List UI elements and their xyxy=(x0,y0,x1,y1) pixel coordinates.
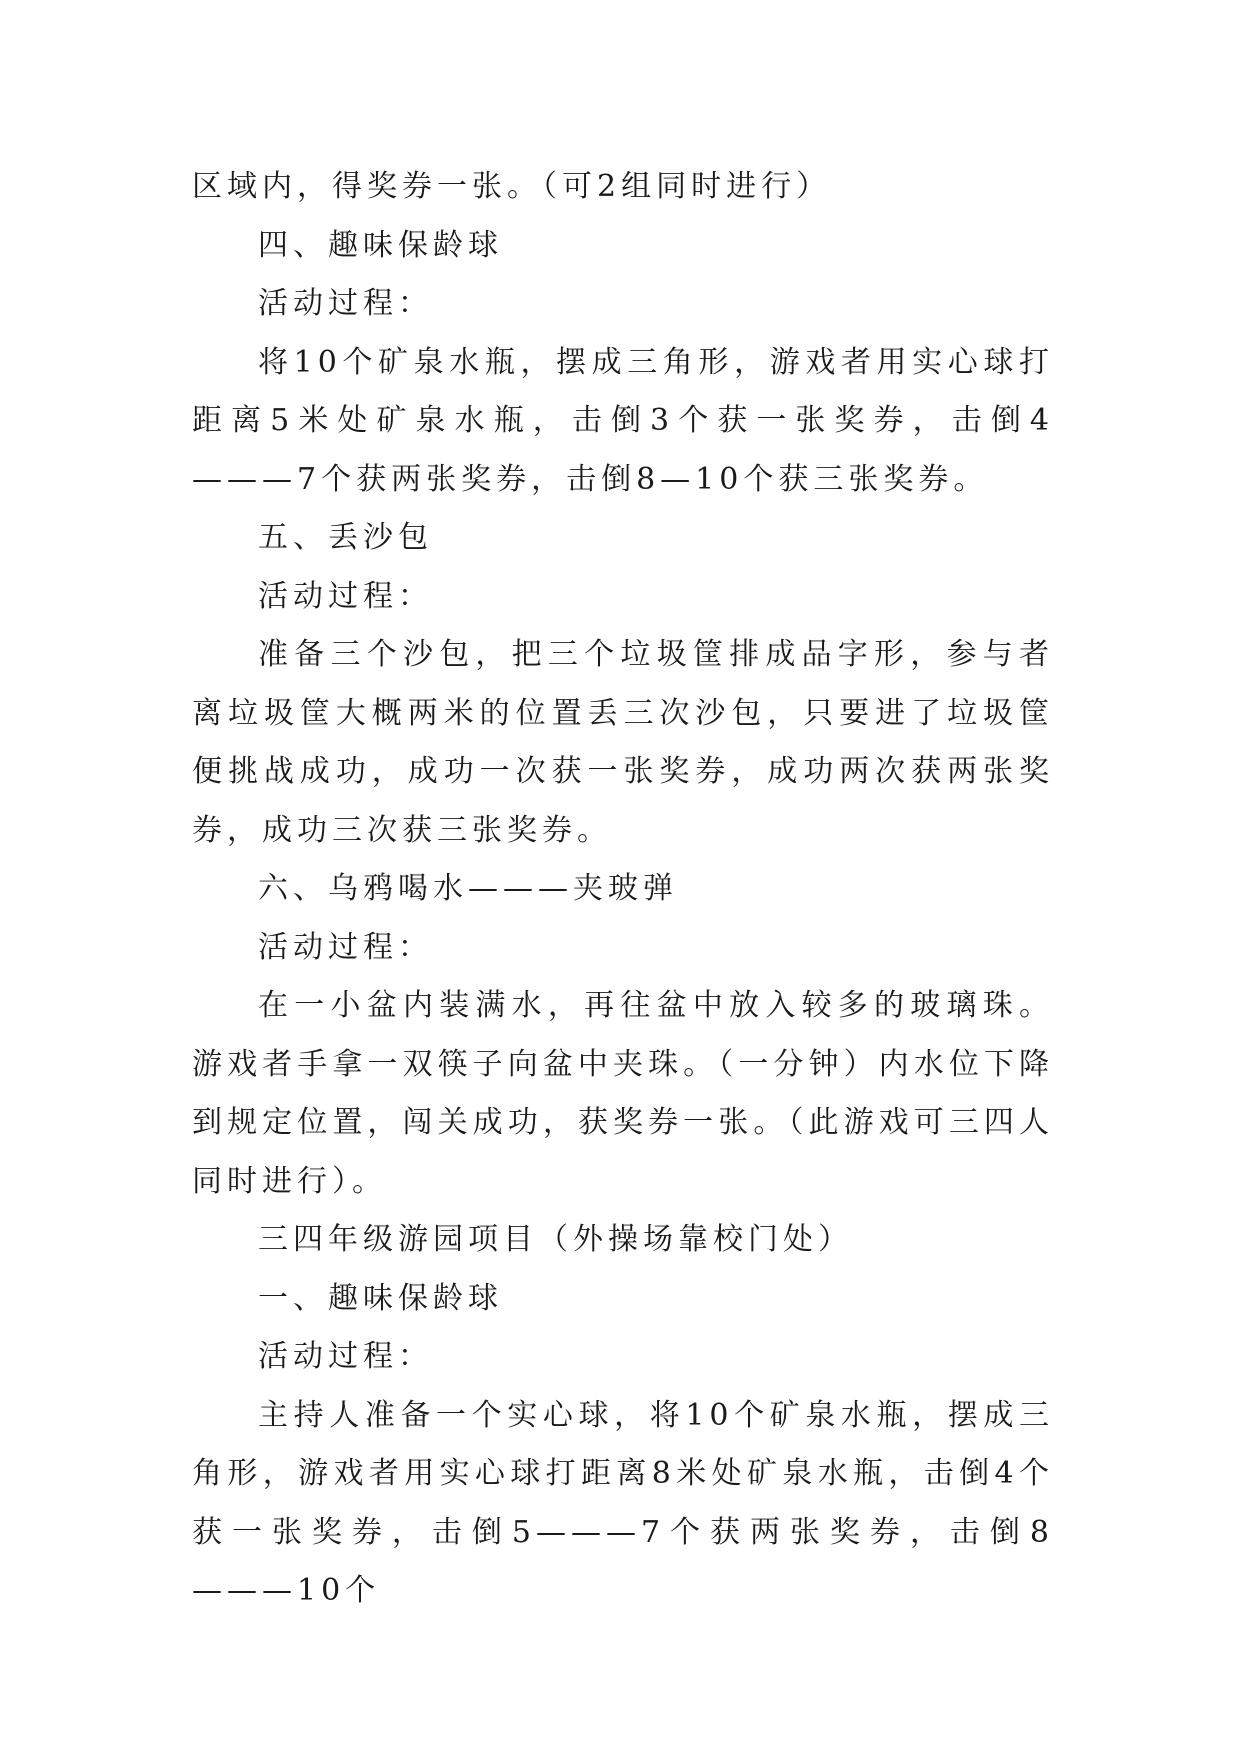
activity-process-label: 活动过程： xyxy=(258,1339,433,1374)
activity-process-label: 活动过程： xyxy=(258,929,433,965)
section-heading-grade-3-4: 三四年级游园项目（外操场靠校门处） xyxy=(258,1222,853,1257)
paragraph-sandbag-rules: 准备三个沙包，把三个垃圾筐排成品字形，参与者离垃圾筐大概两米的位置丢三次沙包，只要进了垃圾筐便挑战成功，成功一次获一张奖券，成功两次获两张奖券，成功三次获三张奖券。 xyxy=(192,637,1054,848)
activity-process-label: 活动过程： xyxy=(258,286,433,321)
paragraph-crow-water-rules: 在一小盆内装满水，再往盆中放入较多的玻璃珠。游戏者手拿一双筷子向盆中夹珠。（一分钟）内水位下降到规定位置，闯关成功，获奖券一张。（此游戏可三四人同时进行）。 xyxy=(192,988,1054,1199)
section-heading-sandbag: 五、丢沙包 xyxy=(258,520,433,555)
section-heading-crow-water: 六、乌鸦喝水———夹玻弹 xyxy=(258,871,678,906)
document-body xyxy=(192,158,1054,1621)
activity-process-label: 活动过程： xyxy=(258,578,433,614)
section-heading-bowling-2: 一、趣味保龄球 xyxy=(258,1280,503,1316)
section-heading-bowling: 四、趣味保龄球 xyxy=(258,227,503,263)
paragraph-bowling-rules-2: 主持人准备一个实心球，将10个矿泉水瓶，摆成三角形，游戏者用实心球打距离8米处矿泉水瓶，击倒4个获一张奖券，击倒5———7个获两张奖券，击倒8———10个 xyxy=(192,1397,1054,1608)
paragraph-bowling-rules: 将10个矿泉水瓶，摆成三角形，游戏者用实心球打距离5米处矿泉水瓶，击倒3个获一张奖券，击倒4———7个获两张奖券，击倒8—10个获三张奖券。 xyxy=(192,344,1054,497)
paragraph-continuation: 区域内，得奖券一张。（可2组同时进行） xyxy=(192,169,832,204)
